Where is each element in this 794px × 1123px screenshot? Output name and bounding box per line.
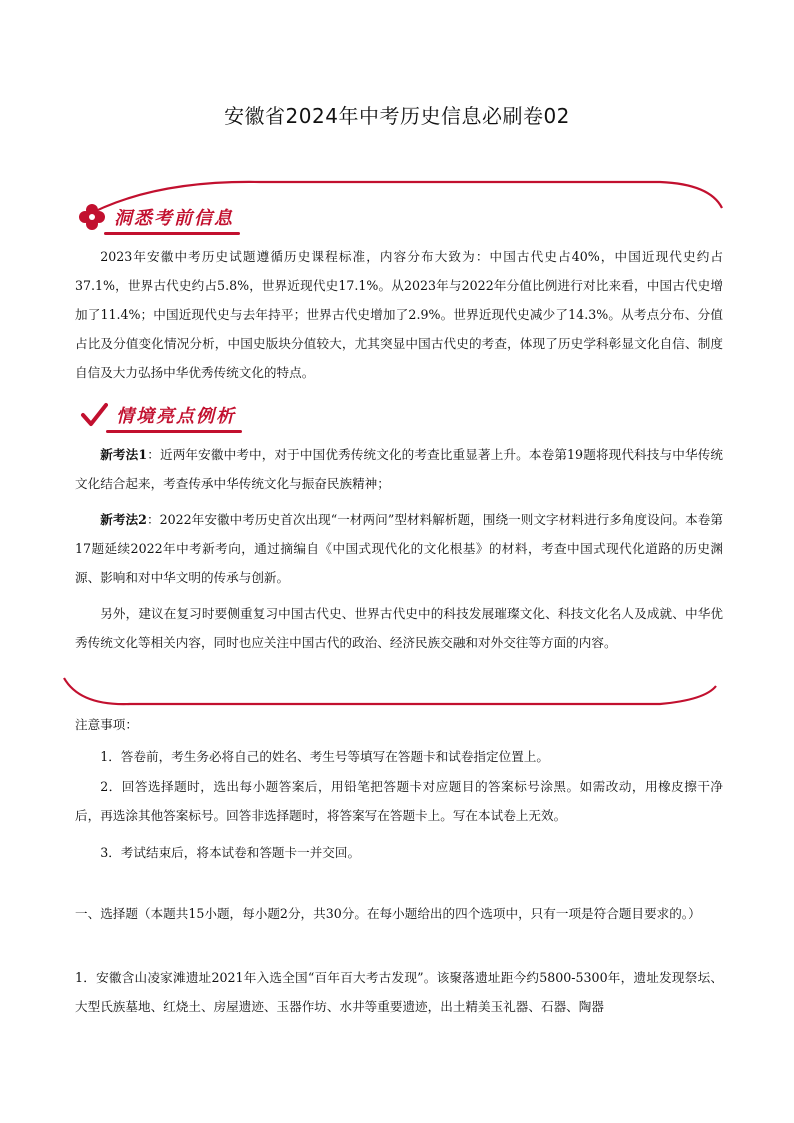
new-method-text: ：近两年安徽中考中，对于中国优秀传统文化的考查比重显著上升。本卷第19题将现代科技与中华传统文化结合起来，考查传承中华传统文化与振奋民族精神；	[75, 447, 724, 491]
heading-underline	[106, 430, 242, 433]
flower-icon	[78, 203, 106, 231]
notice-item: 2．回答选择题时，选出每小题答案后，用铅笔把答题卡对应题目的答案标号涂黑。如需改动，用橡皮擦干净后，再选涂其他答案标号。回答非选择题时，将答案写在答题卡上。写在本试卷上无效。	[75, 779, 723, 823]
page-title: 安徽省2024年中考历史信息必刷卷02	[224, 104, 570, 128]
part-heading: 一、选择题（本题共15小题，每小题2分，共30分。在每小题给出的四个选项中，只有一项是符合题目要求的。）	[75, 906, 701, 921]
heading-underline	[104, 232, 240, 235]
notice-label: 注意事项：	[75, 717, 138, 732]
new-method-label: 新考法1	[100, 447, 148, 462]
notice-item: 1．答卷前，考生务必将自己的姓名、考生号等填写在答题卡和试卷指定位置上。	[100, 749, 549, 764]
section-heading-label: 洞悉考前信息	[114, 208, 234, 229]
checkmark-icon	[80, 401, 108, 429]
question-1: 1．安徽含山凌家滩遗址2021年入选全国“百年百大考古发现”。该聚落遗址距今约5800-5300年，遗址发现祭坛、大型氏族墓地、红烧土、房屋遗迹、玉器作坊、水井等重要遗迹，出土精美玉礼器、石器、陶器	[75, 970, 723, 1014]
new-method-text: ：2022年安徽中考历史首次出现“一材两问”型材料解析题，围绕一则文字材料进行多角度设问。本卷第17题延续2022年中考新考向，通过摘编自《中国式现代化的文化根基》的材料，考查中国式现代化道路的历史渊源、影响和对中华文明的传承与创新。	[75, 512, 723, 585]
notice-item: 3．考试结束后，将本试卷和答题卡一并交回。	[100, 845, 361, 860]
new-method-1	[75, 440, 723, 498]
review-advice: 另外，建议在复习时要侧重复习中国古代史、世界古代史中的科技发展璀璨文化、科技文化名人及成就、中华优秀传统文化等相关内容，同时也应关注中国古代的政治、经济民族交融和对外交往等方面的内容。	[75, 606, 723, 650]
section-heading-info	[78, 203, 234, 231]
new-method-label: 新考法2	[100, 512, 147, 527]
section-heading-highlights	[80, 401, 236, 429]
section-heading-label: 情境亮点例析	[116, 406, 236, 427]
info-paragraph: 2023年安徽中考历史试题遵循历史课程标准，内容分布大致为：中国古代史占40%，中国近现代史约占37.1%，世界古代史约占5.8%，世界近现代史17.1%。从2023年与2022年分值比例进行对比来看，中国古代史增加了11.4%；中国近现代史与去年持平；世界古代史增加了2.9%。世界近现代史减少了14.3%。从考点分布、分值占比及分值变化情况分析，中国史版块分值较大，尤其突显中国古代史的考查，体现了历史学科彰显文化自信、制度自信及大力弘扬中华优秀传统文化的特点。	[75, 249, 723, 380]
new-method-2	[75, 505, 723, 592]
